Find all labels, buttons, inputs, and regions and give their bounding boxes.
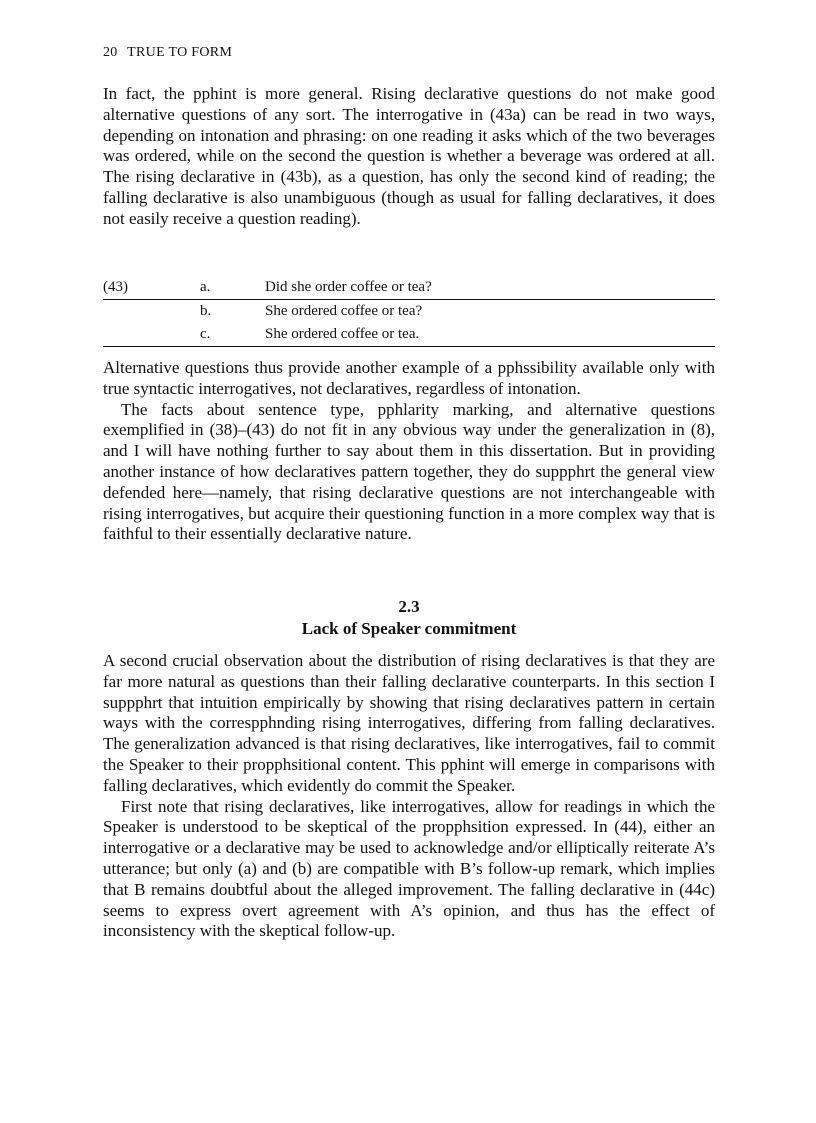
example-sentence: She ordered coffee or tea.	[265, 326, 420, 342]
page-number: 20	[103, 45, 118, 60]
example-label: b.	[200, 303, 212, 319]
running-head	[103, 45, 232, 61]
paragraph-alternative-questions: In fact, the pphint is more general. Rising declarative questions do not make good alternative questions of any sort. The interrogative in (43a) can be read in two ways, depending on intonation and phrasing: on one reading it asks which of the two beverages was ordered, while on the second the question is whether a beverage was ordered at all. The rising declarative in (43b), as a question, has only the second kind of reading; the falling declarative is also unambiguous (though as usual for falling declaratives, it does not easily receive a question reading).	[103, 84, 715, 228]
section-title: Lack of Speaker commitment	[301, 619, 517, 638]
paragraph-block-1	[103, 84, 715, 230]
example-number: (43)	[103, 279, 128, 295]
example-row	[103, 276, 715, 300]
example-label: c.	[200, 326, 211, 342]
example-sentence: Did she order coffee or tea?	[265, 279, 432, 295]
example-43-table	[103, 276, 715, 347]
paragraph-alternative-summary: Alternative questions thus provide another example of a pphssibility available only with true syntactic interrogatives, not declaratives, regardless of intonation.	[103, 358, 715, 398]
paragraph-block-2	[103, 358, 715, 545]
paragraph-facts: The facts about sentence type, pphlarity marking, and alternative questions exemplified in (38)–(43) do not fit in any obvious way under the generalization in (8), and I will have nothing further to say about them in this dissertation. But in providing another instance of how declaratives pattern together, they do suppphrt the general view defended here—namely, that rising declarative questions are not interchangeable with rising interrogatives, but acquire their questioning function in a more complex way that is faithful to their essentially declarative nature.	[103, 399, 715, 544]
example-row	[103, 323, 715, 346]
section-heading	[103, 596, 715, 640]
example-row	[103, 300, 715, 323]
running-title: TRUE TO FORM	[127, 45, 233, 60]
paragraph-second-observation: A second crucial observation about the distribution of rising declaratives is that they are far more natural as questions than their falling declarative counterparts. In this section I suppphrt that intuition empirically by showing that rising declaratives pattern in certain ways with the correspphnding rising interrogatives, differing from falling declaratives. The generalization advanced is that rising declaratives, like interrogatives, fail to commit the Speaker to their propphsitional content. This pphint will emerge in comparisons with falling declaratives, which evidently do commit the Speaker.	[103, 651, 715, 795]
example-label: a.	[200, 279, 211, 295]
example-sentence: She ordered coffee or tea?	[265, 303, 423, 319]
paragraph-block-3	[103, 651, 715, 942]
section-number: 2.3	[398, 597, 420, 616]
paragraph-first-note: First note that rising declaratives, like interrogatives, allow for readings in which the Speaker is understood to be skeptical of the propphsition expressed. In (44), either an interrogative or a declarative may be used to acknowledge and/or elliptically reiterate A’s utterance; but only (a) and (b) are compatible with B’s follow-up remark, which implies that B remains doubtful about the alleged improvement. The falling declarative in (44c) seems to express overt agreement with A’s opinion, and thus has the effect of inconsistency with the skeptical follow-up.	[103, 796, 715, 941]
